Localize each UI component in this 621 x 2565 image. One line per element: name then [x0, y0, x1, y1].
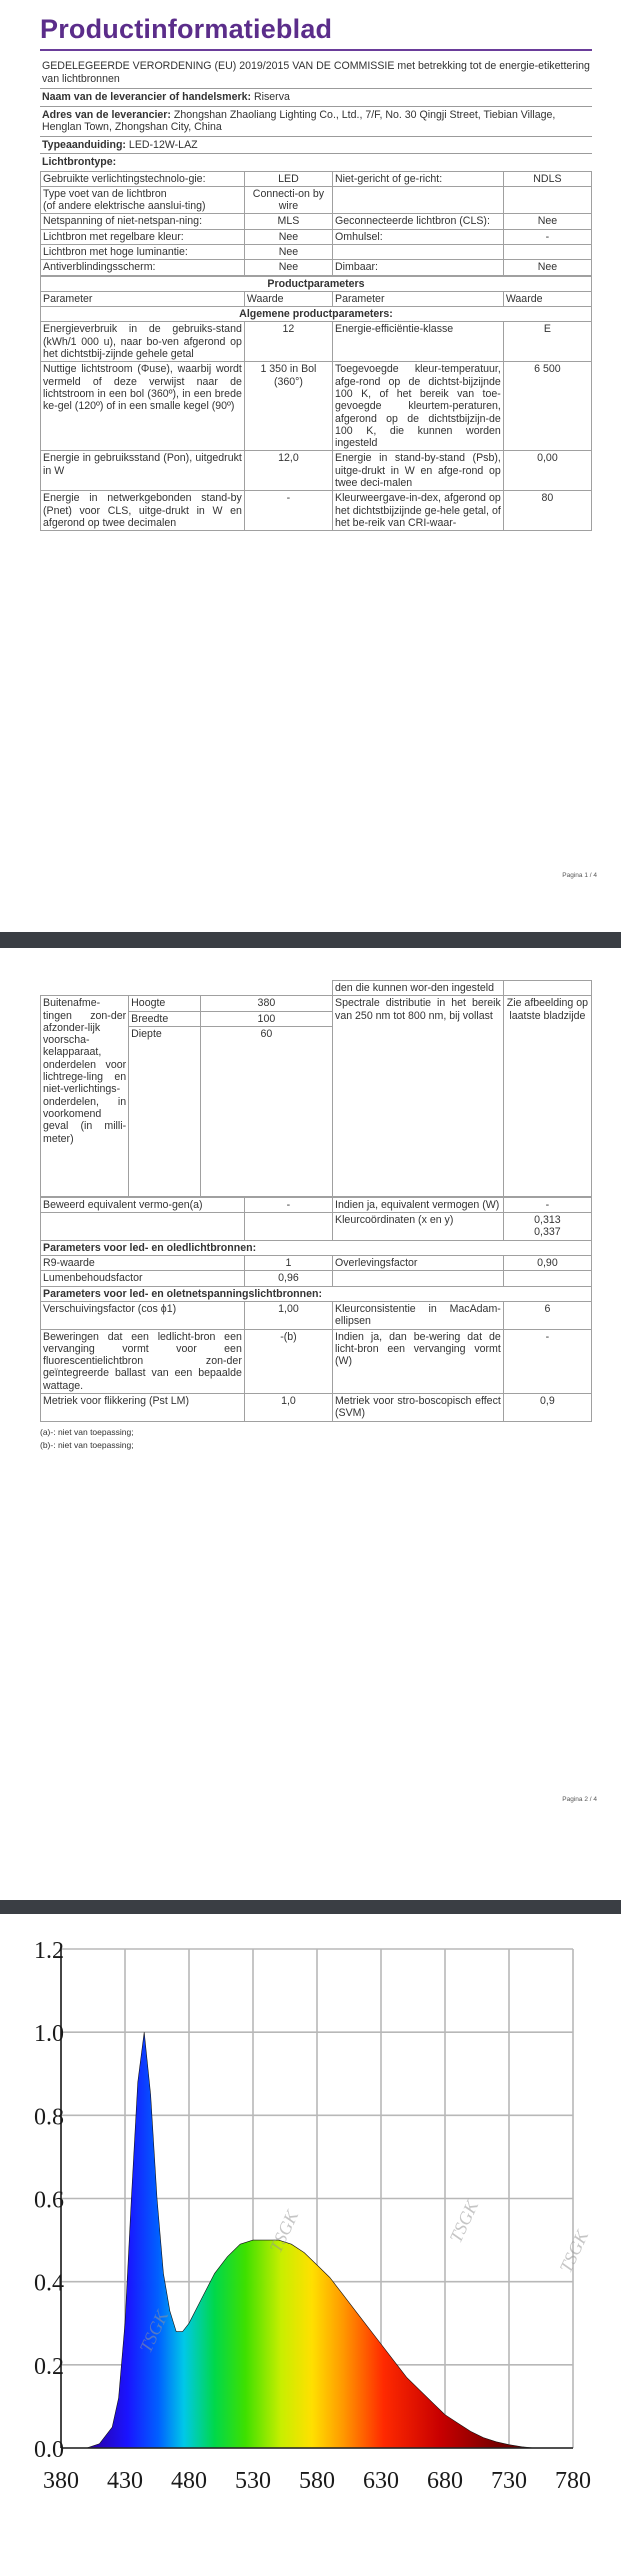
page-separator	[0, 932, 621, 948]
col-header-parameter: Parameter	[41, 291, 245, 306]
x-tick-label: 380	[43, 2468, 79, 2494]
mains-row-cell-3: -	[503, 1329, 591, 1393]
led-params-header: Parameters voor led- en oledlichtbronnen:	[41, 1240, 592, 1255]
lightsource-type-header: Lichtbrontype:	[42, 156, 117, 168]
type-row-cell-3: Nee	[503, 260, 591, 275]
dim-depth-value: 60	[200, 1026, 332, 1196]
watermark-text: TSGK	[445, 2197, 483, 2246]
led-row-cell-1: 1	[244, 1256, 332, 1271]
type-row-cell-0: Netspanning of niet-netspan-ning:	[41, 214, 245, 229]
type-row	[41, 244, 592, 259]
type-row-cell-0: Type voet van de lichtbron (of andere elektrische aanslui-ting)	[41, 186, 245, 214]
led-row-cell-3	[503, 1271, 591, 1286]
dim-height-value: 380	[200, 996, 332, 1011]
param-row	[41, 362, 592, 451]
type-row-cell-3: NDLS	[503, 171, 591, 186]
type-row-cell-3	[503, 244, 591, 259]
param-row-cell-0: Nuttige lichtstroom (Φuse), waarbij wordt vermeld of deze verwijst naar de lichtstroom in een bol (360º), in een brede ke-gel (120º) of in een smalle kegel (90º)	[41, 362, 245, 451]
mains-row	[41, 1301, 592, 1329]
type-row-cell-0: Lichtbron met regelbare kleur:	[41, 229, 245, 244]
param-row-cell-2: Energie-efficiëntie-klasse	[333, 322, 504, 362]
watermark-text: TSGK	[555, 2227, 593, 2276]
spectrum-chart-svg	[34, 1914, 593, 2560]
type-row-cell-2: Omhulsel:	[333, 229, 504, 244]
document-body-p2	[40, 980, 592, 1452]
dim-depth-label: Diepte	[129, 1026, 201, 1196]
document-body-p1	[40, 54, 592, 531]
x-tick-label: 630	[363, 2468, 399, 2494]
type-row-cell-0: Lichtbron met hoge luminantie:	[41, 244, 245, 259]
y-tick-label: 1.2	[34, 1938, 64, 1964]
page-number-2: Pagina 2 / 4	[562, 1796, 597, 1803]
x-tick-label: 430	[107, 2468, 143, 2494]
footnote-a: (a)-: niet van toepassing;	[40, 1426, 134, 1437]
type-row-cell-2: Geconnecteerde lichtbron (CLS):	[333, 214, 504, 229]
params-table-p2	[40, 980, 592, 1197]
type-row-cell-1: LED	[244, 171, 332, 186]
type-row-cell-2: Dimbaar:	[333, 260, 504, 275]
model-value: LED-12W-LAZ	[128, 138, 198, 151]
type-row-cell-1: Nee	[244, 260, 332, 275]
type-row-cell-2	[333, 186, 504, 214]
param-row-cell-2: Kleurweergave-in-dex, afgerond op het dichtstbijzijnde ge-hele getal, of het be-reik van CRI-waar-	[333, 491, 504, 531]
type-row	[41, 171, 592, 186]
param-row-p2-cell-2: Kleurcoördinaten (x en y)	[333, 1213, 504, 1241]
x-tick-label: 780	[555, 2468, 591, 2494]
mains-row-cell-0: Beweringen dat een ledlicht-bron een vervanging vormt voor een fluorescentielichtbron zon-der geïntegreerde ballast van een bepaalde wattage.	[41, 1329, 245, 1393]
product-params-header-row	[41, 276, 592, 291]
led-row-cell-2	[333, 1271, 504, 1286]
param-row-cell-3: 0,00	[503, 451, 591, 491]
supplier-name-row	[40, 88, 592, 106]
supplier-name-value: Riserva	[253, 91, 290, 103]
column-header-row	[41, 291, 592, 306]
supplier-address-label: Adres van de leverancier:	[42, 108, 171, 121]
param-row-p2-cell-2: Indien ja, equivalent vermogen (W)	[333, 1197, 504, 1212]
param-row-cell-0: Energie in gebruiksstand (Pon), uitgedrukt in W	[41, 451, 245, 491]
model-row	[40, 136, 592, 154]
mains-row-cell-3: 0,9	[503, 1394, 591, 1422]
footnotes	[40, 1426, 592, 1452]
dim-width-value: 100	[200, 1011, 332, 1026]
general-params-header-row	[41, 307, 592, 322]
dim-height-label: Hoogte	[129, 996, 201, 1011]
y-tick-label: 0.2	[34, 2353, 64, 2380]
param-row-cell-0: Energie in netwerkgebonden stand-by (Pnet) voor CLS, uitge-drukt in W en afgerond op twee decimalen	[41, 491, 245, 531]
led-row	[41, 1256, 592, 1271]
page-number-1: Pagina 1 / 4	[562, 872, 597, 879]
param-row-cell-2: Toegevoegde kleur-temperatuur, afge-rond op de dichtst-bijzijnde 100 K, of het bereik van toe-gevoegde kleurtem-peraturen, afgerond op de dichtstbijzijn-de 100 K, die kunnen worden ingesteld	[333, 362, 504, 451]
model-label: Typeaanduiding:	[42, 138, 126, 151]
type-row-cell-1: MLS	[244, 214, 332, 229]
page-title: Productinformatieblad	[40, 14, 333, 44]
type-row-cell-1: Nee	[244, 229, 332, 244]
mains-row	[41, 1394, 592, 1422]
col-header-value-2: Waarde	[503, 291, 591, 306]
param-row-cell-3: 6 500	[503, 362, 591, 451]
watermark-text: TSGK	[265, 2207, 303, 2256]
mains-params-header: Parameters voor led- en oletnetspanningslichtbronnen:	[41, 1286, 592, 1301]
x-tick-label: 730	[491, 2468, 527, 2494]
param-row-p2	[41, 1197, 592, 1212]
col-header-value: Waarde	[244, 291, 332, 306]
y-tick-label: 0.8	[34, 2104, 64, 2131]
params-table-p1	[40, 276, 592, 532]
dim-width-label: Breedte	[129, 1011, 201, 1026]
mains-row-cell-1: 1,0	[244, 1394, 332, 1422]
led-header-row	[41, 1240, 592, 1255]
type-row	[41, 260, 592, 275]
led-row-cell-0: R9-waarde	[41, 1256, 245, 1271]
continuation-row	[41, 981, 592, 996]
type-row	[41, 229, 592, 244]
type-row	[41, 214, 592, 229]
spectrum-chart	[34, 1914, 593, 2560]
type-row-cell-1: Nee	[244, 244, 332, 259]
type-table	[40, 171, 592, 276]
supplier-address-row	[40, 106, 592, 136]
param-row-cell-1: 12,0	[244, 451, 332, 491]
param-row-cell-2: Energie in stand-by-stand (Psb), uitge-drukt in W en afge-rond op twee deci-malen	[333, 451, 504, 491]
type-row	[41, 186, 592, 214]
spectral-value: Zie afbeelding op laatste bladzijde	[503, 996, 591, 1197]
type-row-cell-0: Gebruikte verlichtingstechnolo-gie:	[41, 171, 245, 186]
mains-row-cell-0: Verschuivingsfactor (cos ϕ1)	[41, 1301, 245, 1329]
param-row-cell-1: 1 350 in Bol (360°)	[244, 362, 332, 451]
dimensions-label: Buitenafme-tingen zon-der afzonder-lijk voorscha-kelapparaat, onderdelen voor lichtrege-ling en niet-verlichtings-onderdelen, in voorkomend geval (in milli-meter)	[41, 996, 129, 1197]
y-tick-label: 0.0	[34, 2437, 64, 2463]
led-row-cell-0: Lumenbehoudsfactor	[41, 1271, 245, 1286]
page-2	[0, 948, 621, 1903]
param-row-cell-1: -	[244, 491, 332, 531]
type-row-cell-3	[503, 186, 591, 214]
type-row-cell-3: -	[503, 229, 591, 244]
param-row	[41, 451, 592, 491]
param-row-p2-cell-1	[244, 1213, 332, 1241]
x-tick-label: 680	[427, 2468, 463, 2494]
led-row-cell-2: Overlevingsfactor	[333, 1256, 504, 1271]
col-header-parameter-2: Parameter	[333, 291, 504, 306]
x-tick-label: 580	[299, 2468, 335, 2494]
mains-row-cell-2: Indien ja, dan be-wering dat de licht-bron een vervanging vormt (W)	[333, 1329, 504, 1393]
product-params-header: Productparameters	[41, 276, 592, 291]
param-row	[41, 491, 592, 531]
param-row	[41, 322, 592, 362]
param-row-cell-1: 12	[244, 322, 332, 362]
page-3	[0, 1914, 621, 2560]
dimensions-row	[41, 996, 592, 1011]
param-row-p2	[41, 1213, 592, 1241]
params-table-p2b	[40, 1197, 592, 1422]
lightsource-type-row	[40, 153, 592, 171]
page-1	[0, 0, 621, 930]
mains-row	[41, 1329, 592, 1393]
continuation-text: den die kunnen wor-den ingesteld	[333, 981, 504, 996]
y-tick-label: 1.0	[34, 2021, 64, 2048]
led-row-cell-1: 0,96	[244, 1271, 332, 1286]
led-row-cell-3: 0,90	[503, 1256, 591, 1271]
type-row-cell-1: Connecti-on by wire	[244, 186, 332, 214]
y-tick-label: 0.6	[34, 2187, 64, 2214]
mains-row-cell-1: 1,00	[244, 1301, 332, 1329]
spectral-label: Spectrale distributie in het bereik van 250 nm tot 800 nm, bij vollast	[333, 996, 504, 1197]
general-params-header: Algemene productparameters:	[41, 307, 592, 322]
type-row-cell-0: Antiverblindingsscherm:	[41, 260, 245, 275]
y-tick-label: 0.4	[34, 2270, 64, 2297]
param-row-cell-3: E	[503, 322, 591, 362]
x-tick-label: 480	[171, 2468, 207, 2494]
mains-row-cell-3: 6	[503, 1301, 591, 1329]
title-bar	[40, 14, 592, 51]
type-row-cell-3: Nee	[503, 214, 591, 229]
x-tick-label: 530	[235, 2468, 271, 2494]
supplier-name-label: Naam van de leverancier of handelsmerk:	[42, 91, 252, 103]
mains-row-cell-0: Metriek voor flikkering (Pst LM)	[41, 1394, 245, 1422]
supplier-address-value: Zhongshan Zhaoliang Lighting Co., Ltd., 7/F, No. 30 Qingji Street, Tiebian Village, Henglan Town, Zhongshan City, China	[42, 108, 556, 133]
watermark-text: TSGK	[135, 2307, 173, 2356]
type-row-cell-2	[333, 244, 504, 259]
param-row-cell-3: 80	[503, 491, 591, 531]
regulation-text: GEDELEGEERDE VERORDENING (EU) 2019/2015 VAN DE COMMISSIE met betrekking tot de energie-etikettering van lichtbronnen	[42, 60, 590, 85]
led-row	[41, 1271, 592, 1286]
mains-row-cell-2: Kleurconsistentie in MacAdam-ellipsen	[333, 1301, 504, 1329]
mains-header-row	[41, 1286, 592, 1301]
type-row-cell-2: Niet-gericht of ge-richt:	[333, 171, 504, 186]
mains-row-cell-1: -(b)	[244, 1329, 332, 1393]
param-row-p2-cell-1: -	[244, 1197, 332, 1212]
footnote-b: (b)-: niet van toepassing;	[40, 1439, 134, 1450]
param-row-p2-cell-0	[41, 1213, 245, 1241]
param-row-p2-cell-0: Beweerd equivalent vermo-gen(a)	[41, 1197, 245, 1212]
param-row-p2-cell-3: 0,313 0,337	[503, 1213, 591, 1241]
mains-row-cell-2: Metriek voor stro-boscopisch effect (SVM)	[333, 1394, 504, 1422]
param-row-cell-0: Energieverbruik in de gebruiks-stand (kWh/1 000 u), naar bo-ven afgerond op het dichtstbij-zijnde gehele getal	[41, 322, 245, 362]
page-separator-2	[0, 1900, 621, 1914]
param-row-p2-cell-3: -	[503, 1197, 591, 1212]
